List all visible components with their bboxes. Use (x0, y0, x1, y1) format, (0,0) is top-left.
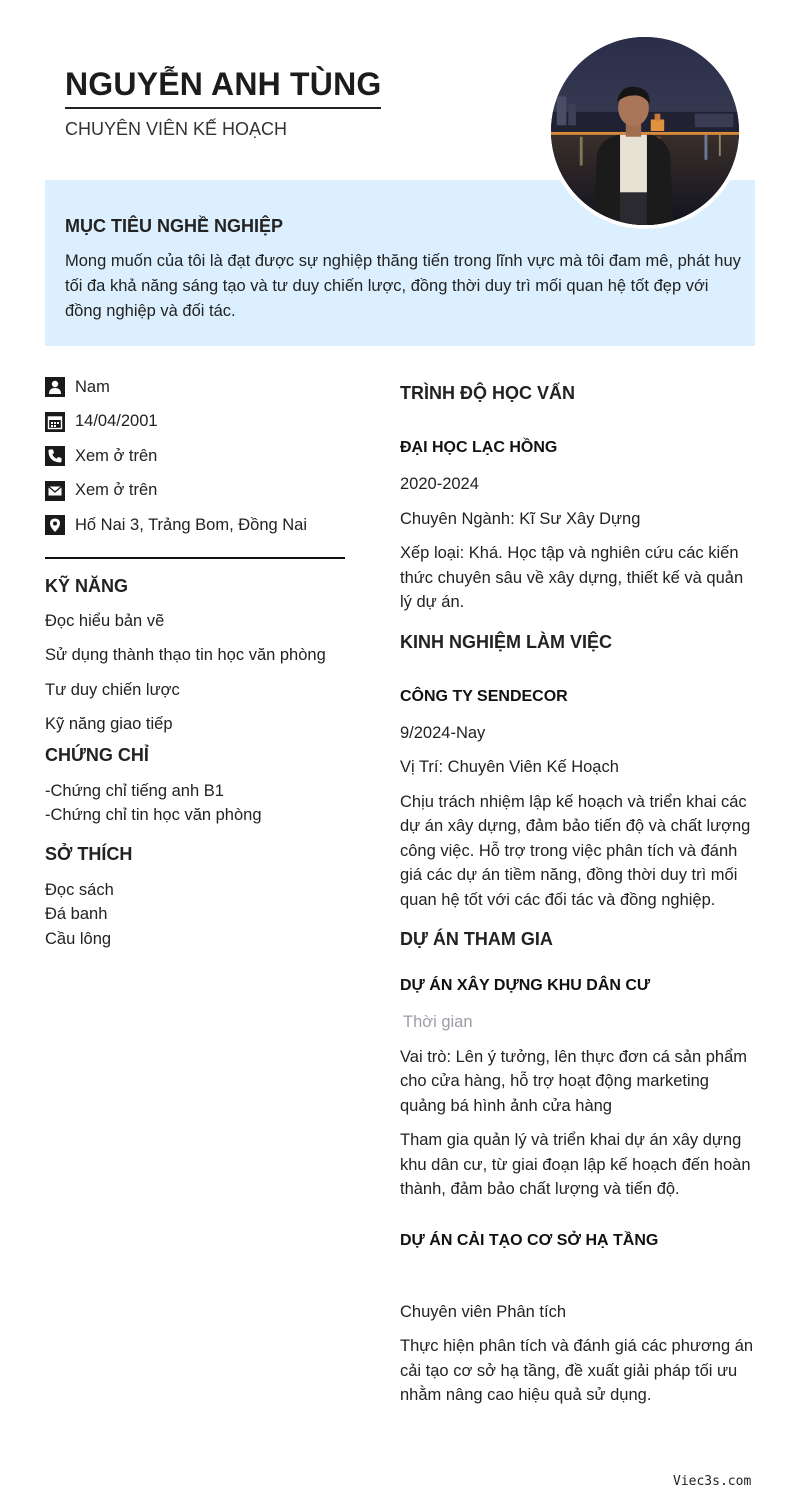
objective-title: MỤC TIÊU NGHỀ NGHIỆP (65, 216, 284, 236)
project-description: Tham gia quản lý và triển khai dự án xây dựng khu dân cư, từ giai đoạn lập kế hoạch đến hoàn thành, đảm bảo chất lượng và tiến độ. (400, 1131, 751, 1198)
gender-value: Nam (75, 377, 110, 396)
hobby-item: Đọc sách (45, 880, 114, 899)
person-icon (45, 377, 65, 397)
education-major: Chuyên Ngành: Kĩ Sư Xây Dựng (400, 509, 641, 528)
info-birthdate (45, 405, 345, 440)
project-role: Vai trò: Lên ý tưởng, lên thực đơn cá sản phẩm cho cửa hàng, hỗ trợ hoạt động marketing quảng bá hình ảnh cửa hàng (400, 1047, 748, 1115)
skill-item: Tư duy chiến lược (45, 680, 180, 699)
location-icon (45, 515, 65, 535)
certificate-item: -Chứng chỉ tin học văn phòng (45, 806, 262, 824)
skill-item: Kỹ năng giao tiếp (45, 715, 173, 733)
info-phone (45, 439, 345, 474)
skills-title: KỸ NĂNG (45, 575, 129, 596)
email-value: Xem ở trên (75, 481, 158, 500)
certificate-item: -Chứng chỉ tiếng anh B1 (45, 781, 224, 800)
info-gender (45, 370, 345, 405)
candidate-name: NGUYỄN ANH TÙNG (65, 66, 381, 109)
projects-title: DỰ ÁN THAM GIA (400, 929, 553, 949)
calendar-icon (45, 412, 65, 432)
profile-photo (547, 33, 743, 229)
education-period: 2020-2024 (400, 475, 479, 493)
hobby-item: Đá banh (45, 905, 108, 923)
objective-text: Mong muốn của tôi là đạt được sự nghiệp thăng tiến trong lĩnh vực mà tôi đam mê, phát huy tối đa khả năng sáng tạo và tư duy chiến lược, đồng thời duy trì mối quan hệ tốt đẹp với đồng nghiệp và đối tác. (65, 252, 741, 320)
profile-photo-image (551, 37, 739, 225)
experience-period: 9/2024-Nay (400, 723, 486, 742)
hobbies-title: SỞ THÍCH (45, 843, 133, 864)
right-column (400, 383, 756, 1408)
skill-item: Sử dụng thành thạo tin học văn phòng (45, 646, 326, 664)
info-address (45, 508, 345, 543)
section-divider (45, 557, 345, 559)
school-name: ĐẠI HỌC LẠC HỒNG (400, 439, 558, 456)
certificates-title: CHỨNG CHỈ (45, 744, 149, 765)
education-title: TRÌNH ĐỘ HỌC VẤN (400, 383, 575, 403)
education-description: Xếp loại: Khá. Học tập và nghiên cứu các kiến thức chuyên sâu về xây dựng, thiết kế và quản lý dự án. (400, 544, 744, 611)
email-icon (45, 481, 65, 501)
hobby-item: Cầu lông (45, 929, 112, 948)
watermark: Viec3s.com (673, 1474, 752, 1489)
birthdate-value: 14/04/2001 (75, 412, 158, 431)
project-role: Chuyên viên Phân tích (400, 1302, 567, 1321)
experience-description: Chịu trách nhiệm lập kế hoạch và triển khai các dự án xây dựng, đảm bảo tiến độ và chất lượng công việc. Hỗ trợ trong việc phân tích và đánh giá các dự án tiềm năng, đồng thời duy trì mối quan hệ tốt với các đối tác và đồng nghiệp. (400, 792, 751, 909)
project-description: Thực hiện phân tích và đánh giá các phương án cải tạo cơ sở hạ tầng, đề xuất giải pháp tối ưu nhằm nâng cao hiệu quả sử dụng. (400, 1337, 754, 1404)
info-email (45, 474, 345, 509)
experience-title: KINH NGHIỆM LÀM VIỆC (400, 631, 613, 652)
project-name: DỰ ÁN CẢI TẠO CƠ SỞ HẠ TẦNG (400, 1231, 659, 1249)
left-column (45, 370, 345, 951)
skill-item: Đọc hiểu bản vẽ (45, 611, 165, 630)
job-title: CHUYÊN VIÊN KẾ HOẠCH (65, 119, 288, 139)
address-value: Hố Nai 3, Trảng Bom, Đồng Nai (75, 515, 308, 534)
phone-icon (45, 446, 65, 466)
phone-value: Xem ở trên (75, 446, 158, 465)
experience-position: Vị Trí: Chuyên Viên Kế Hoạch (400, 758, 619, 776)
company-name: CÔNG TY SENDECOR (400, 687, 568, 705)
project-name: DỰ ÁN XÂY DỰNG KHU DÂN CƯ (400, 977, 651, 994)
project-time: Thời gian (403, 1013, 473, 1031)
